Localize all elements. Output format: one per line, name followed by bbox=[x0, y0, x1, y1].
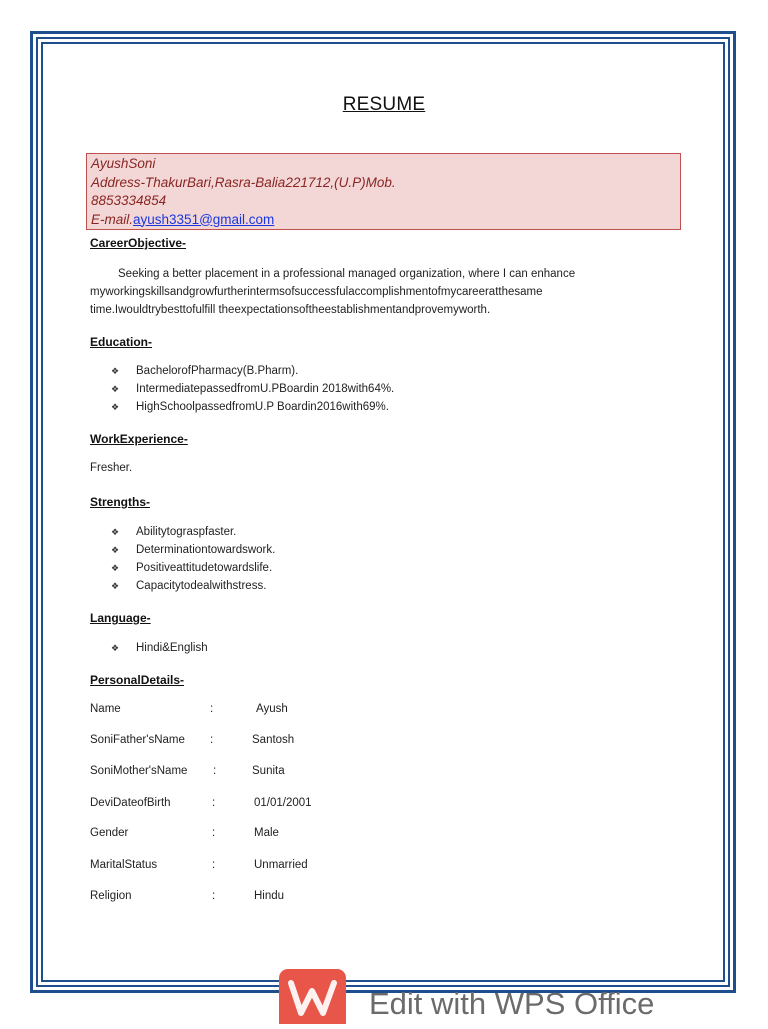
detail-value: Male bbox=[254, 827, 279, 839]
list-item-text: Determinationtowardswork. bbox=[136, 544, 276, 556]
detail-colon: : bbox=[210, 734, 214, 746]
detail-value: Sunita bbox=[252, 765, 285, 777]
list-item bbox=[110, 639, 208, 657]
career-objective-line: myworkingskillsandgrowfurtherintermsofsuccessfulaccomplishmentofmycareeratthesame bbox=[90, 286, 543, 298]
diamond-bullet-icon: ❖ bbox=[110, 643, 120, 653]
list-item-text: Hindi&English bbox=[136, 642, 208, 654]
language-heading: Language- bbox=[90, 611, 151, 625]
work-experience-heading: WorkExperience- bbox=[90, 432, 188, 446]
wps-watermark[interactable] bbox=[279, 969, 719, 1024]
diamond-bullet-icon: ❖ bbox=[110, 563, 120, 573]
table-row bbox=[90, 827, 490, 843]
list-item bbox=[110, 380, 394, 398]
list-item-text: BachelorofPharmacy(B.Pharm). bbox=[136, 365, 299, 377]
page-title: RESUME bbox=[342, 94, 426, 115]
career-objective-line: Seeking a better placement in a professional managed organization, where I can enhance bbox=[118, 268, 576, 280]
career-objective-line: time.Iwouldtrybesttofulfill theexpectationsoftheestablishmentandprovemyworth. bbox=[90, 304, 491, 316]
career-objective-heading: CareerObjective- bbox=[90, 236, 187, 250]
table-row bbox=[90, 765, 490, 781]
email-link[interactable]: ayush3351@gmail.com bbox=[133, 211, 275, 227]
list-item bbox=[110, 362, 394, 380]
diamond-bullet-icon: ❖ bbox=[110, 384, 120, 394]
strengths-heading: Strengths- bbox=[90, 495, 150, 509]
detail-label: DeviDateofBirth bbox=[90, 797, 171, 809]
language-list bbox=[110, 639, 208, 657]
personal-details-heading: PersonalDetails- bbox=[90, 673, 185, 687]
detail-label: Gender bbox=[90, 827, 129, 839]
detail-colon: : bbox=[212, 827, 216, 839]
table-row bbox=[90, 890, 490, 906]
detail-label: Name bbox=[90, 703, 121, 715]
list-item-text: Abilitytograspfaster. bbox=[136, 526, 237, 538]
list-item bbox=[110, 541, 275, 559]
detail-colon: : bbox=[212, 797, 216, 809]
diamond-bullet-icon: ❖ bbox=[110, 581, 120, 591]
detail-colon: : bbox=[210, 703, 214, 715]
detail-colon: : bbox=[212, 859, 216, 871]
detail-value: 01/01/2001 bbox=[254, 797, 312, 809]
table-row bbox=[90, 703, 490, 719]
detail-colon: : bbox=[212, 890, 216, 902]
list-item-text: Capacitytodealwithstress. bbox=[136, 580, 267, 592]
list-item-text: Positiveattitudetowardslife. bbox=[136, 562, 273, 574]
table-row bbox=[90, 859, 490, 875]
wps-watermark-text: Edit with WPS Office bbox=[369, 986, 655, 1021]
email-label: E-mail. bbox=[91, 211, 134, 227]
diamond-bullet-icon: ❖ bbox=[110, 366, 120, 376]
work-experience-text: Fresher. bbox=[90, 462, 133, 474]
detail-label: SoniFather'sName bbox=[90, 734, 185, 746]
list-item-text: IntermediatepassedfromU.PBoardin 2018with64%. bbox=[136, 383, 395, 395]
diamond-bullet-icon: ❖ bbox=[110, 527, 120, 537]
detail-label: SoniMother'sName bbox=[90, 765, 188, 777]
contact-name: AyushSoni bbox=[91, 156, 156, 171]
detail-label: Religion bbox=[90, 890, 132, 902]
detail-value: Hindu bbox=[254, 890, 285, 902]
list-item bbox=[110, 523, 275, 541]
table-row bbox=[90, 734, 490, 750]
contact-address: Address-ThakurBari,Rasra-Balia221712,(U.P)Mob. bbox=[91, 174, 396, 190]
detail-value: Santosh bbox=[252, 734, 295, 746]
diamond-bullet-icon: ❖ bbox=[110, 402, 120, 412]
diamond-bullet-icon: ❖ bbox=[110, 545, 120, 555]
list-item-text: HighSchoolpassedfromU.P Boardin2016with69%. bbox=[136, 401, 389, 413]
education-heading: Education- bbox=[90, 335, 152, 349]
career-objective-text bbox=[90, 265, 650, 319]
contact-box bbox=[86, 153, 681, 230]
detail-value: Unmarried bbox=[254, 859, 308, 871]
contact-phone: 8853334854 bbox=[91, 193, 167, 208]
detail-colon: : bbox=[213, 765, 217, 777]
education-list bbox=[110, 362, 394, 416]
detail-value: Ayush bbox=[256, 703, 288, 715]
strengths-list bbox=[110, 523, 275, 595]
table-row bbox=[90, 797, 490, 813]
contact-email-line bbox=[91, 211, 676, 230]
list-item bbox=[110, 398, 394, 416]
detail-label: MaritalStatus bbox=[90, 859, 158, 871]
list-item bbox=[110, 577, 275, 595]
list-item bbox=[110, 559, 275, 577]
wps-logo-icon bbox=[279, 969, 346, 1024]
